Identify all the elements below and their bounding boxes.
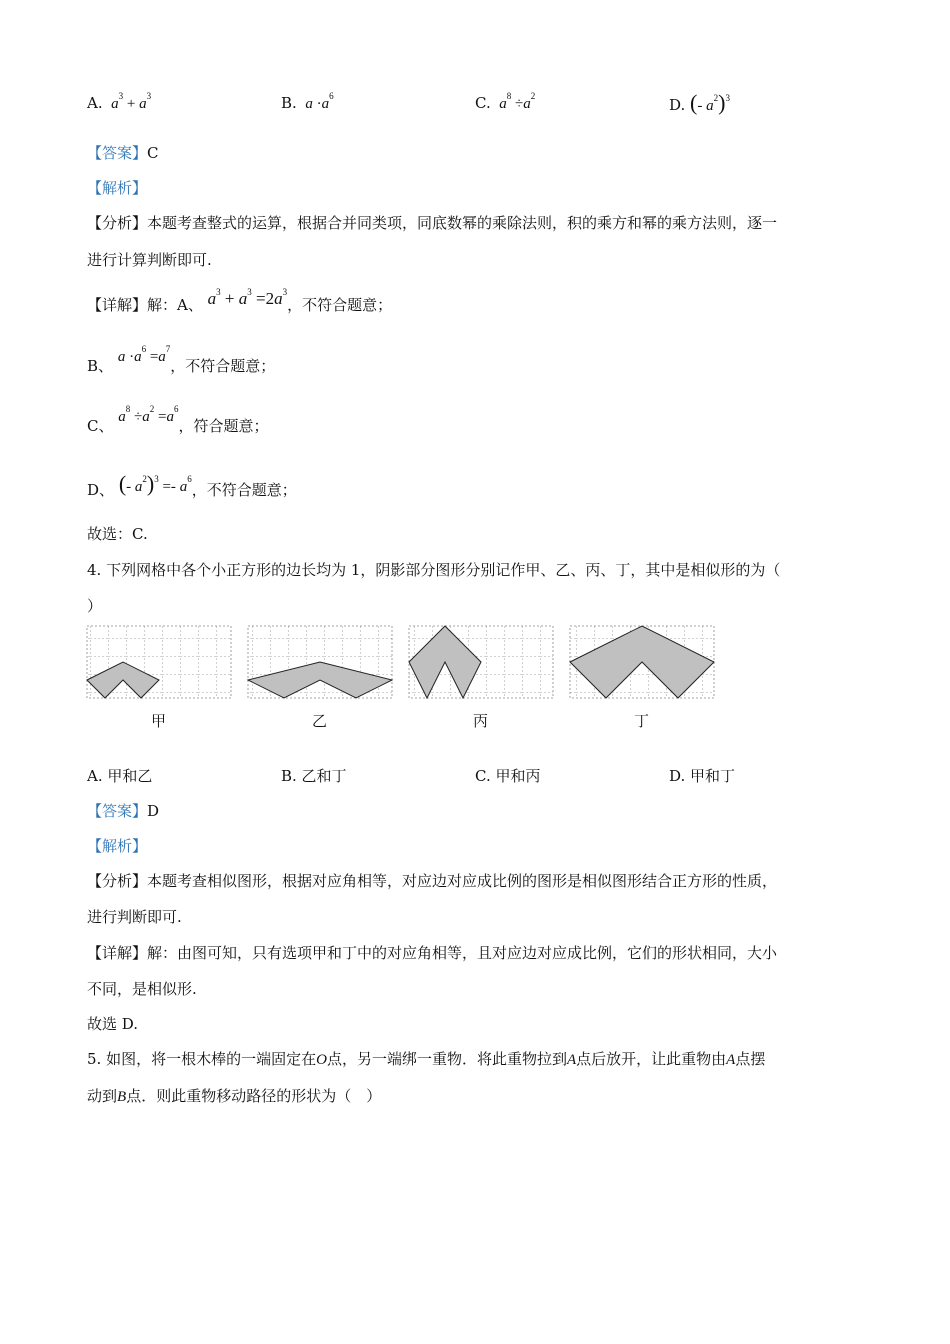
q3-answer: [87, 142, 159, 163]
q4-fenxi-line-2: 进行判断即可.: [87, 908, 182, 926]
detail-text: 解：由图可知，只有选项甲和丁中的对应角相等，且对应边对应成比例，它们的形状相同，大小: [147, 944, 778, 962]
detail-prefix: 解：A、: [147, 296, 203, 314]
option-d-math: (- $a^2)^3$: [690, 90, 730, 115]
fenxi-text: 本题考查整式的运算，根据合并同类项，同底数幂的乘除法则，积的乘方和幂的乘方法则，逐一: [147, 214, 778, 232]
point-b: B: [117, 1089, 127, 1105]
q3-conclusion: 故选：C.: [87, 525, 148, 543]
q3-detail-b: [87, 344, 276, 376]
detail-prefix: B、: [87, 357, 114, 375]
q3-option-a: [87, 91, 152, 113]
q5-stem-line-2: [87, 1085, 381, 1106]
q4-option-b: B. 乙和丁: [281, 767, 347, 785]
q3-detail-a: [87, 287, 393, 315]
q4-stem-line-1: 4. 下列网格中各个小正方形的边长均为 1，阴影部分图形分别记作甲、乙、丙、丁，其中是相似形的为（: [87, 561, 781, 579]
detail-b-math: $a \cdot a^6 =a^7$: [117, 344, 171, 365]
detail-prefix: D、: [87, 481, 115, 499]
answer-tag: 【答案】: [87, 802, 148, 820]
stem-text: 5. 如图，将一根木棒的一端固定在: [87, 1050, 317, 1068]
q3-fenxi-line-1: [87, 212, 777, 233]
q4-conclusion: 故选 D.: [87, 1015, 139, 1033]
q3-detail-d: [87, 471, 297, 501]
caption-bing: 丙: [473, 712, 489, 730]
detail-tag: 【详解】: [87, 296, 148, 314]
detail-c-math: $a^8 \div a^2 =a^6$: [118, 404, 179, 425]
caption-ding: 丁: [634, 712, 650, 730]
q4-detail-line-2: 不同，是相似形.: [87, 980, 197, 998]
option-b-math: $a \cdot a^6$: [301, 91, 334, 112]
q4-option-d: D. 甲和丁: [669, 767, 736, 785]
detail-tag: 【详解】: [87, 944, 148, 962]
caption-yi: 乙: [312, 712, 328, 730]
q3-option-c: [475, 91, 536, 113]
figure-yi: [248, 626, 392, 698]
option-a-math: $a^3 + a^3$: [107, 91, 152, 112]
fenxi-tag: 【分析】: [87, 872, 148, 890]
fenxi-tag: 【分析】: [87, 214, 148, 232]
stem-text: 点后放开，让此重物由: [576, 1050, 727, 1068]
option-label: D.: [669, 96, 686, 114]
q4-grid-figures: [0, 620, 950, 720]
figure-bing: [409, 626, 553, 698]
q4-detail-line-1: [87, 942, 777, 963]
q3-fenxi-line-2: 进行计算判断即可.: [87, 251, 212, 269]
stem-text: 点，另一端绑一重物．将此重物拉到: [326, 1050, 567, 1068]
answer-value: C: [147, 144, 159, 162]
detail-d-math: (- $a^2)^3 =- a^6$: [118, 471, 192, 496]
q4-option-a: A. 甲和乙: [87, 767, 153, 785]
fenxi-text: 本题考查相似图形，根据对应角相等，对应边对应成比例的图形是相似图形结合正方形的性质，: [147, 872, 778, 890]
option-label: A.: [87, 94, 103, 112]
stem-text: 动到: [87, 1087, 118, 1105]
figure-ding: [570, 626, 714, 698]
q4-analysis-tag: 【解析】: [87, 837, 148, 855]
detail-b-result: ，不符合题意；: [170, 357, 276, 375]
answer-value: D: [147, 802, 160, 820]
q4-fenxi-line-1: [87, 870, 777, 891]
q4-option-c: C. 甲和丙: [475, 767, 541, 785]
q4-stem-line-2: ）: [87, 597, 103, 615]
q3-detail-c: [87, 404, 269, 436]
point-o: O: [316, 1052, 327, 1068]
detail-a-result: ，不符合题意；: [287, 296, 393, 314]
option-c-math: $a^8 \div a^2$: [495, 91, 536, 112]
point-a: A: [566, 1052, 577, 1068]
option-label: B.: [281, 94, 297, 112]
q5-stem-line-1: [87, 1048, 765, 1069]
point-a: A: [726, 1052, 736, 1068]
detail-d-result: ，不符合题意；: [191, 481, 297, 499]
answer-tag: 【答案】: [87, 144, 148, 162]
q3-analysis-tag: 【解析】: [87, 179, 148, 197]
q4-answer: [87, 800, 159, 821]
detail-c-result: ，符合题意；: [178, 417, 269, 435]
caption-jia: 甲: [151, 712, 167, 730]
detail-a-math: $a^3 + a^3 =2a^3$: [207, 287, 288, 308]
stem-text: 点摆: [735, 1050, 766, 1068]
stem-text: 点．则此重物移动路径的形状为（ ）: [126, 1087, 382, 1105]
q3-option-d: [669, 90, 730, 116]
detail-prefix: C、: [87, 417, 114, 435]
q3-option-b: [281, 91, 334, 113]
option-label: C.: [475, 94, 491, 112]
figure-jia: [87, 626, 231, 698]
